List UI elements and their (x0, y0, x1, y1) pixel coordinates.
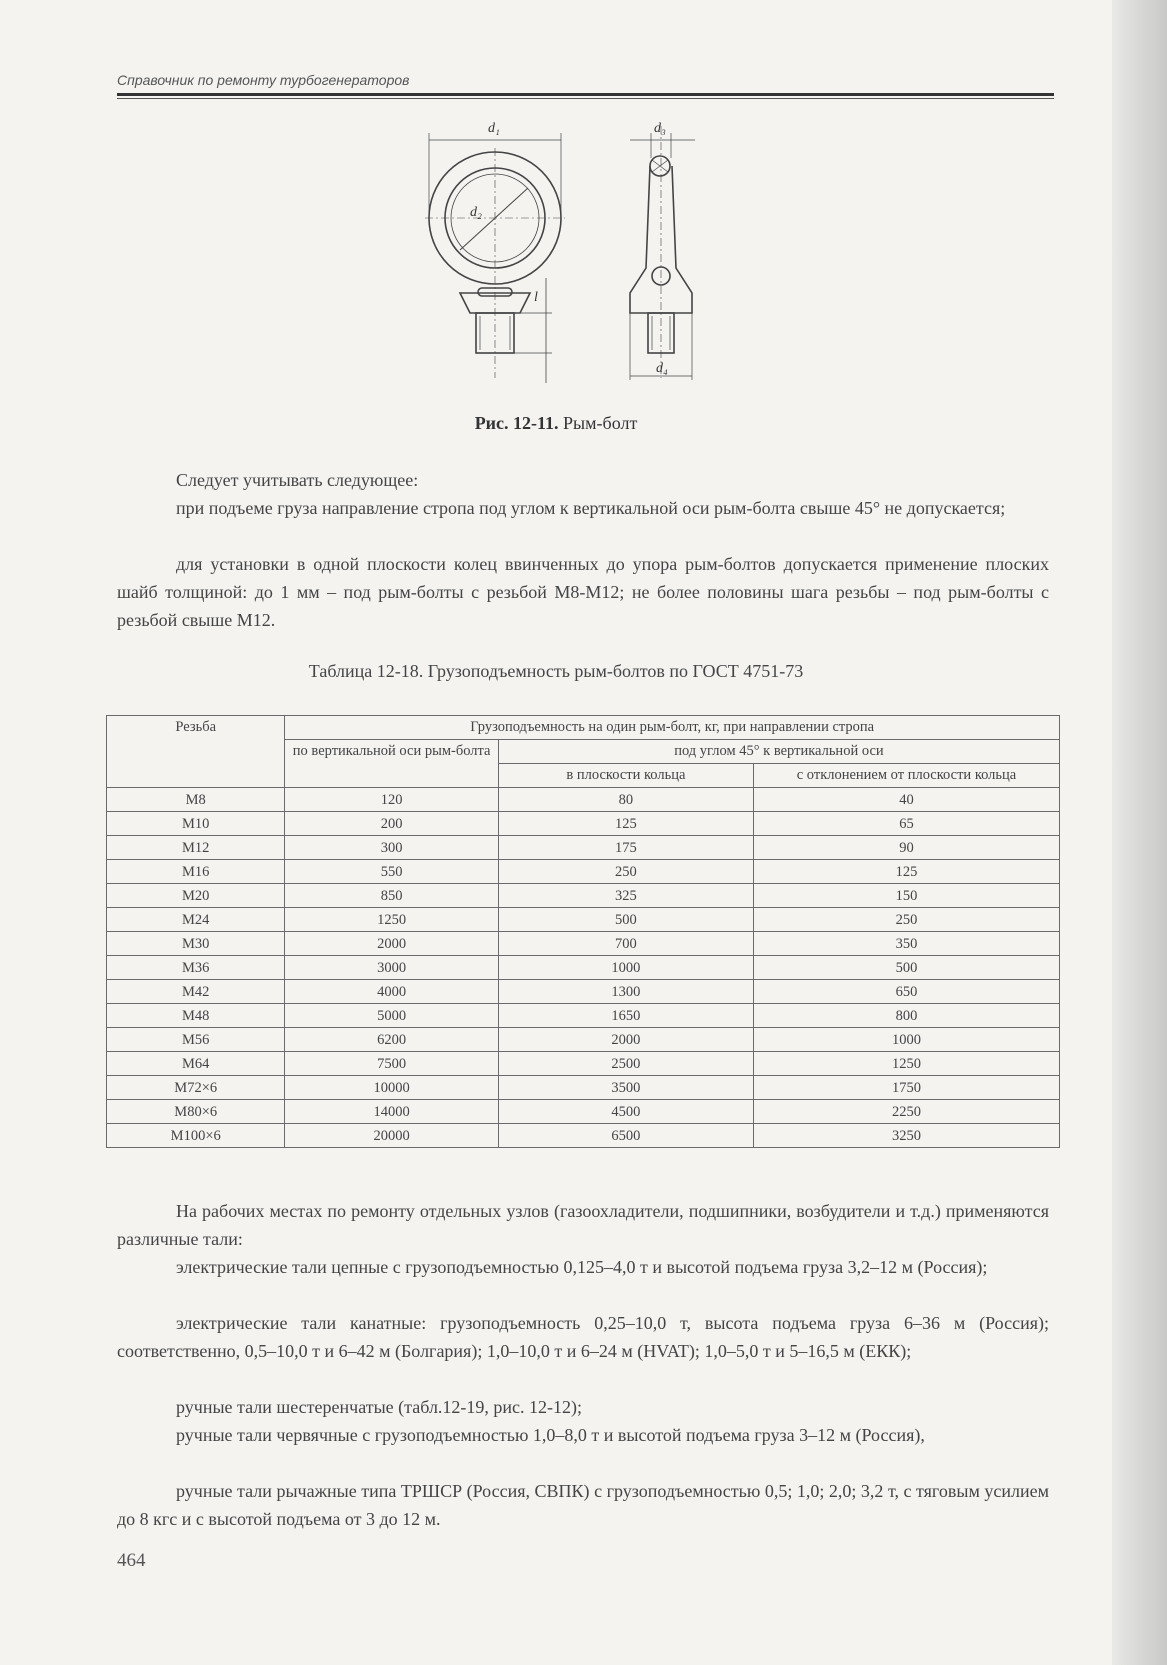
figure-caption (0, 413, 1112, 434)
capacity-table (106, 715, 1060, 1148)
table-cell: 650 (753, 980, 1059, 1004)
table-cell: 500 (498, 908, 753, 932)
table-cell: 500 (753, 956, 1059, 980)
table-cell: 2250 (753, 1100, 1059, 1124)
table-cell: 1250 (285, 908, 498, 932)
paragraph-7: ручные тали шестеренчатые (табл.12-19, рис. 12-12); (176, 1397, 583, 1417)
table-cell: 325 (498, 884, 753, 908)
table-cell: М72×6 (107, 1076, 285, 1100)
label-d2: d₂ (470, 205, 482, 220)
table-cell: 850 (285, 884, 498, 908)
table-cell: 2500 (498, 1052, 753, 1076)
table-cell: 3000 (285, 956, 498, 980)
table-row (107, 908, 1060, 932)
table-row (107, 1100, 1060, 1124)
table-cell: 1000 (498, 956, 753, 980)
label-d3: d₃ (654, 121, 666, 136)
table-cell: 200 (285, 812, 498, 836)
paragraph-1: Следует учитывать следующее: (176, 470, 419, 490)
table-cell: 10000 (285, 1076, 498, 1100)
table-cell: 350 (753, 932, 1059, 956)
table-cell: 125 (498, 812, 753, 836)
table-cell: 1300 (498, 980, 753, 1004)
table-cell: 14000 (285, 1100, 498, 1124)
table-cell: М42 (107, 980, 285, 1004)
table-cell: 5000 (285, 1004, 498, 1028)
table-cell: 120 (285, 788, 498, 812)
figure-caption-text: Рым-болт (558, 413, 638, 433)
col-header-thread: Резьба (107, 716, 285, 788)
paragraph-5: электрические тали цепные с грузоподъемностью 0,125–4,0 т и высотой подъема груза 3,2–12 м (Россия); (176, 1257, 988, 1277)
table-cell: 1000 (753, 1028, 1059, 1052)
table-cell: 4000 (285, 980, 498, 1004)
page-edge (1112, 0, 1167, 1665)
col-header-group: Грузоподъемность на один рым-болт, кг, при направлении стропа (285, 716, 1060, 740)
eyebolt-drawing (420, 118, 760, 408)
table-row (107, 860, 1060, 884)
table-cell: 1750 (753, 1076, 1059, 1100)
table-cell: М24 (107, 908, 285, 932)
label-d1: d₁ (488, 121, 500, 136)
header-rule-thick (117, 93, 1054, 96)
table-row (107, 812, 1060, 836)
table-cell: М8 (107, 788, 285, 812)
col-header-deviation: с отклонением от плоскости кольца (753, 764, 1059, 788)
paragraph-2: при подъеме груза направление стропа под углом к вертикальной оси рым-болта свыше 45° не допускается; (176, 498, 1006, 518)
col-header-angle: под углом 45° к вертикальной оси (498, 740, 1059, 764)
col-header-plane: в плоскости кольца (498, 764, 753, 788)
table-cell: 175 (498, 836, 753, 860)
table-cell: 550 (285, 860, 498, 884)
table-cell: М64 (107, 1052, 285, 1076)
table-cell: М48 (107, 1004, 285, 1028)
table-row (107, 956, 1060, 980)
table-cell: 40 (753, 788, 1059, 812)
table-cell: 4500 (498, 1100, 753, 1124)
table-cell: 20000 (285, 1124, 498, 1148)
table-cell: М56 (107, 1028, 285, 1052)
figure-caption-number: Рис. 12-11. (474, 413, 559, 433)
table-cell: М10 (107, 812, 285, 836)
table-cell: М16 (107, 860, 285, 884)
table-cell: М30 (107, 932, 285, 956)
table-cell: М12 (107, 836, 285, 860)
table-cell: 6200 (285, 1028, 498, 1052)
table-row (107, 1124, 1060, 1148)
table-row (107, 788, 1060, 812)
table-row (107, 1028, 1060, 1052)
running-header: Справочник по ремонту турбогенераторов (117, 72, 410, 88)
paragraph-6: электрические тали канатные: грузоподъемность 0,25–10,0 т, высота подъема груза 6–36 м (Россия); соответственно, 0,5–10,0 т и 6–42 м (Болгария); 1,0–10,0 т и 6–24 м (HVAT); 1,0–5,0 т и 5–16,5 м (ЕКК); (117, 1313, 1049, 1361)
paragraph-8: ручные тали червячные с грузоподъемностью 1,0–8,0 т и высотой подъема груза 3–12 м (Россия), (176, 1425, 925, 1445)
table-row (107, 836, 1060, 860)
table-cell: 65 (753, 812, 1059, 836)
table-cell: 700 (498, 932, 753, 956)
page-number: 464 (117, 1550, 146, 1571)
label-d4: d₄ (656, 361, 668, 376)
table-row (107, 932, 1060, 956)
col-header-vertical: по вертикальной оси рым-болта (285, 740, 498, 788)
table-row (107, 980, 1060, 1004)
table-cell: 250 (498, 860, 753, 884)
table-cell: 3500 (498, 1076, 753, 1100)
table-cell: 7500 (285, 1052, 498, 1076)
table-cell: М80×6 (107, 1100, 285, 1124)
table-cell: 1650 (498, 1004, 753, 1028)
table-row (107, 1004, 1060, 1028)
table-row (107, 1076, 1060, 1100)
table-cell: 300 (285, 836, 498, 860)
table-cell: 800 (753, 1004, 1059, 1028)
table-cell: 90 (753, 836, 1059, 860)
table-row (107, 884, 1060, 908)
header-rule-thin (117, 98, 1054, 99)
paragraph-9: ручные тали рычажные типа ТРШСР (Россия, СВПК) с грузоподъемностью 0,5; 1,0; 2,0; 3,2 т, с тяговым усилием до 8 кгс и с высотой подъема от 3 до 12 м. (117, 1481, 1049, 1529)
table-cell: 250 (753, 908, 1059, 932)
table-row (107, 1052, 1060, 1076)
table-cell: 3250 (753, 1124, 1059, 1148)
paragraph-4: На рабочих местах по ремонту отдельных узлов (газоохладители, подшипники, возбудители и т.д.) применяются различные тали: (117, 1201, 1049, 1249)
table-cell: 2000 (285, 932, 498, 956)
table-cell: 1250 (753, 1052, 1059, 1076)
paragraph-3: для установки в одной плоскости колец ввинченных до упора рым-болтов допускается применение плоских шайб толщиной: до 1 мм – под рым-болты с резьбой М8-М12; не более половины шага резьбы – под рым-болты с резьбой свыше М12. (117, 554, 1049, 630)
table-cell: 6500 (498, 1124, 753, 1148)
table-cell: М20 (107, 884, 285, 908)
table-cell: 2000 (498, 1028, 753, 1052)
table-cell: М36 (107, 956, 285, 980)
table-cell: 80 (498, 788, 753, 812)
label-l: l (534, 290, 538, 305)
table-cell: 125 (753, 860, 1059, 884)
table-caption: Таблица 12-18. Грузоподъемность рым-болтов по ГОСТ 4751-73 (308, 661, 804, 681)
table-cell: М100×6 (107, 1124, 285, 1148)
table-cell: 150 (753, 884, 1059, 908)
